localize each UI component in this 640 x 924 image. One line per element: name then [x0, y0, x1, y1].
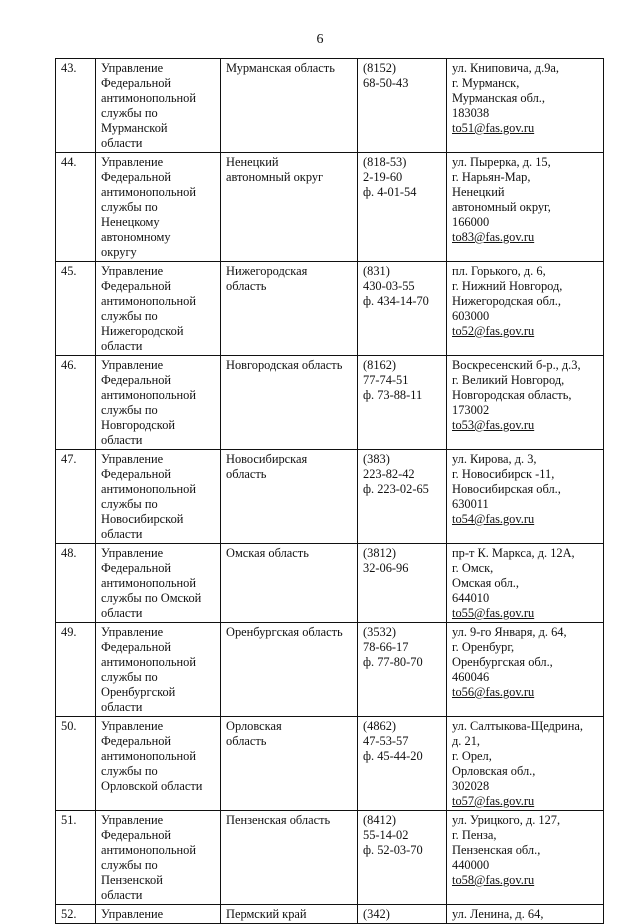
agency-name: Управление Федеральной антимонопольной службы по Оренбургской области	[96, 623, 221, 717]
phone: (8152) 68-50-43	[358, 59, 447, 153]
row-number: 51.	[56, 811, 96, 905]
region: Омская область	[221, 544, 358, 623]
email-link[interactable]: to58@fas.gov.ru	[452, 873, 535, 887]
region: Орловская область	[221, 717, 358, 811]
region: Новосибирская область	[221, 450, 358, 544]
phone: (342)	[358, 905, 447, 924]
address-cell	[447, 544, 604, 623]
agency-name: Управление	[96, 905, 221, 924]
address: ул. Салтыкова-Щедрина, д. 21, г. Орел, Орловская обл., 302028	[452, 719, 583, 793]
agencies-table	[55, 58, 604, 924]
address: Воскресенский б-р., д.3, г. Великий Новгород, Новгородская область, 173002	[452, 358, 581, 417]
row-number: 48.	[56, 544, 96, 623]
address: пл. Горького, д. 6, г. Нижний Новгород, Нижегородская обл., 603000	[452, 264, 563, 323]
email-link[interactable]: to52@fas.gov.ru	[452, 324, 535, 338]
page-number: 6	[316, 32, 324, 47]
table-row	[56, 905, 604, 924]
email-link[interactable]: to83@fas.gov.ru	[452, 230, 535, 244]
phone: (3532) 78-66-17 ф. 77-80-70	[358, 623, 447, 717]
address: ул. Пырерка, д. 15, г. Нарьян-Мар, Ненецкий автономный округ, 166000	[452, 155, 551, 229]
table-row	[56, 717, 604, 811]
row-number: 47.	[56, 450, 96, 544]
row-number: 45.	[56, 262, 96, 356]
region: Новгородская область	[221, 356, 358, 450]
agency-name: Управление Федеральной антимонопольной службы по Ненецкому автономному округу	[96, 153, 221, 262]
row-number: 50.	[56, 717, 96, 811]
address: ул. 9-го Января, д. 64, г. Оренбург, Оренбургская обл., 460046	[452, 625, 567, 684]
address-cell	[447, 811, 604, 905]
row-number: 49.	[56, 623, 96, 717]
agency-name: Управление Федеральной антимонопольной службы по Омской области	[96, 544, 221, 623]
region: Пермский край	[221, 905, 358, 924]
email-link[interactable]: to57@fas.gov.ru	[452, 794, 535, 808]
email-link[interactable]: to54@fas.gov.ru	[452, 512, 535, 526]
table-row	[56, 811, 604, 905]
agency-name: Управление Федеральной антимонопольной службы по Мурманской области	[96, 59, 221, 153]
address-cell	[447, 59, 604, 153]
address: ул. Книповича, д.9а, г. Мурманск, Мурманская обл., 183038	[452, 61, 559, 120]
phone: (3812) 32-06-96	[358, 544, 447, 623]
row-number: 44.	[56, 153, 96, 262]
agency-name: Управление Федеральной антимонопольной службы по Нижегородской области	[96, 262, 221, 356]
table-row	[56, 623, 604, 717]
email-link[interactable]: to53@fas.gov.ru	[452, 418, 535, 432]
phone: (4862) 47-53-57 ф. 45-44-20	[358, 717, 447, 811]
phone: (8162) 77-74-51 ф. 73-88-11	[358, 356, 447, 450]
agency-name: Управление Федеральной антимонопольной службы по Новгородской области	[96, 356, 221, 450]
agency-name: Управление Федеральной антимонопольной службы по Новосибирской области	[96, 450, 221, 544]
row-number: 46.	[56, 356, 96, 450]
address-cell	[447, 717, 604, 811]
address-cell	[447, 623, 604, 717]
address: ул. Кирова, д. 3, г. Новосибирск -11, Новосибирская обл., 630011	[452, 452, 561, 511]
region: Нижегородская область	[221, 262, 358, 356]
address-cell	[447, 356, 604, 450]
region: Ненецкий автономный округ	[221, 153, 358, 262]
address-cell	[447, 905, 604, 924]
table-row	[56, 153, 604, 262]
email-link[interactable]: to51@fas.gov.ru	[452, 121, 535, 135]
address-cell	[447, 153, 604, 262]
phone: (818-53) 2-19-60 ф. 4-01-54	[358, 153, 447, 262]
phone: (8412) 55-14-02 ф. 52-03-70	[358, 811, 447, 905]
region: Мурманская область	[221, 59, 358, 153]
agency-name: Управление Федеральной антимонопольной службы по Орловской области	[96, 717, 221, 811]
region: Оренбургская область	[221, 623, 358, 717]
agency-name: Управление Федеральной антимонопольной службы по Пензенской области	[96, 811, 221, 905]
phone: (383) 223-82-42 ф. 223-02-65	[358, 450, 447, 544]
address-cell	[447, 262, 604, 356]
address: ул. Урицкого, д. 127, г. Пенза, Пензенская обл., 440000	[452, 813, 561, 872]
table-row	[56, 59, 604, 153]
phone: (831) 430-03-55 ф. 434-14-70	[358, 262, 447, 356]
table-row	[56, 356, 604, 450]
address: пр-т К. Маркса, д. 12А, г. Омск, Омская обл., 644010	[452, 546, 575, 605]
row-number: 43.	[56, 59, 96, 153]
table-row	[56, 450, 604, 544]
region: Пензенская область	[221, 811, 358, 905]
address-cell	[447, 450, 604, 544]
row-number: 52.	[56, 905, 96, 924]
email-link[interactable]: to56@fas.gov.ru	[452, 685, 535, 699]
table-row	[56, 544, 604, 623]
table-row	[56, 262, 604, 356]
email-link[interactable]: to55@fas.gov.ru	[452, 606, 535, 620]
address: ул. Ленина, д. 64,	[452, 907, 544, 921]
